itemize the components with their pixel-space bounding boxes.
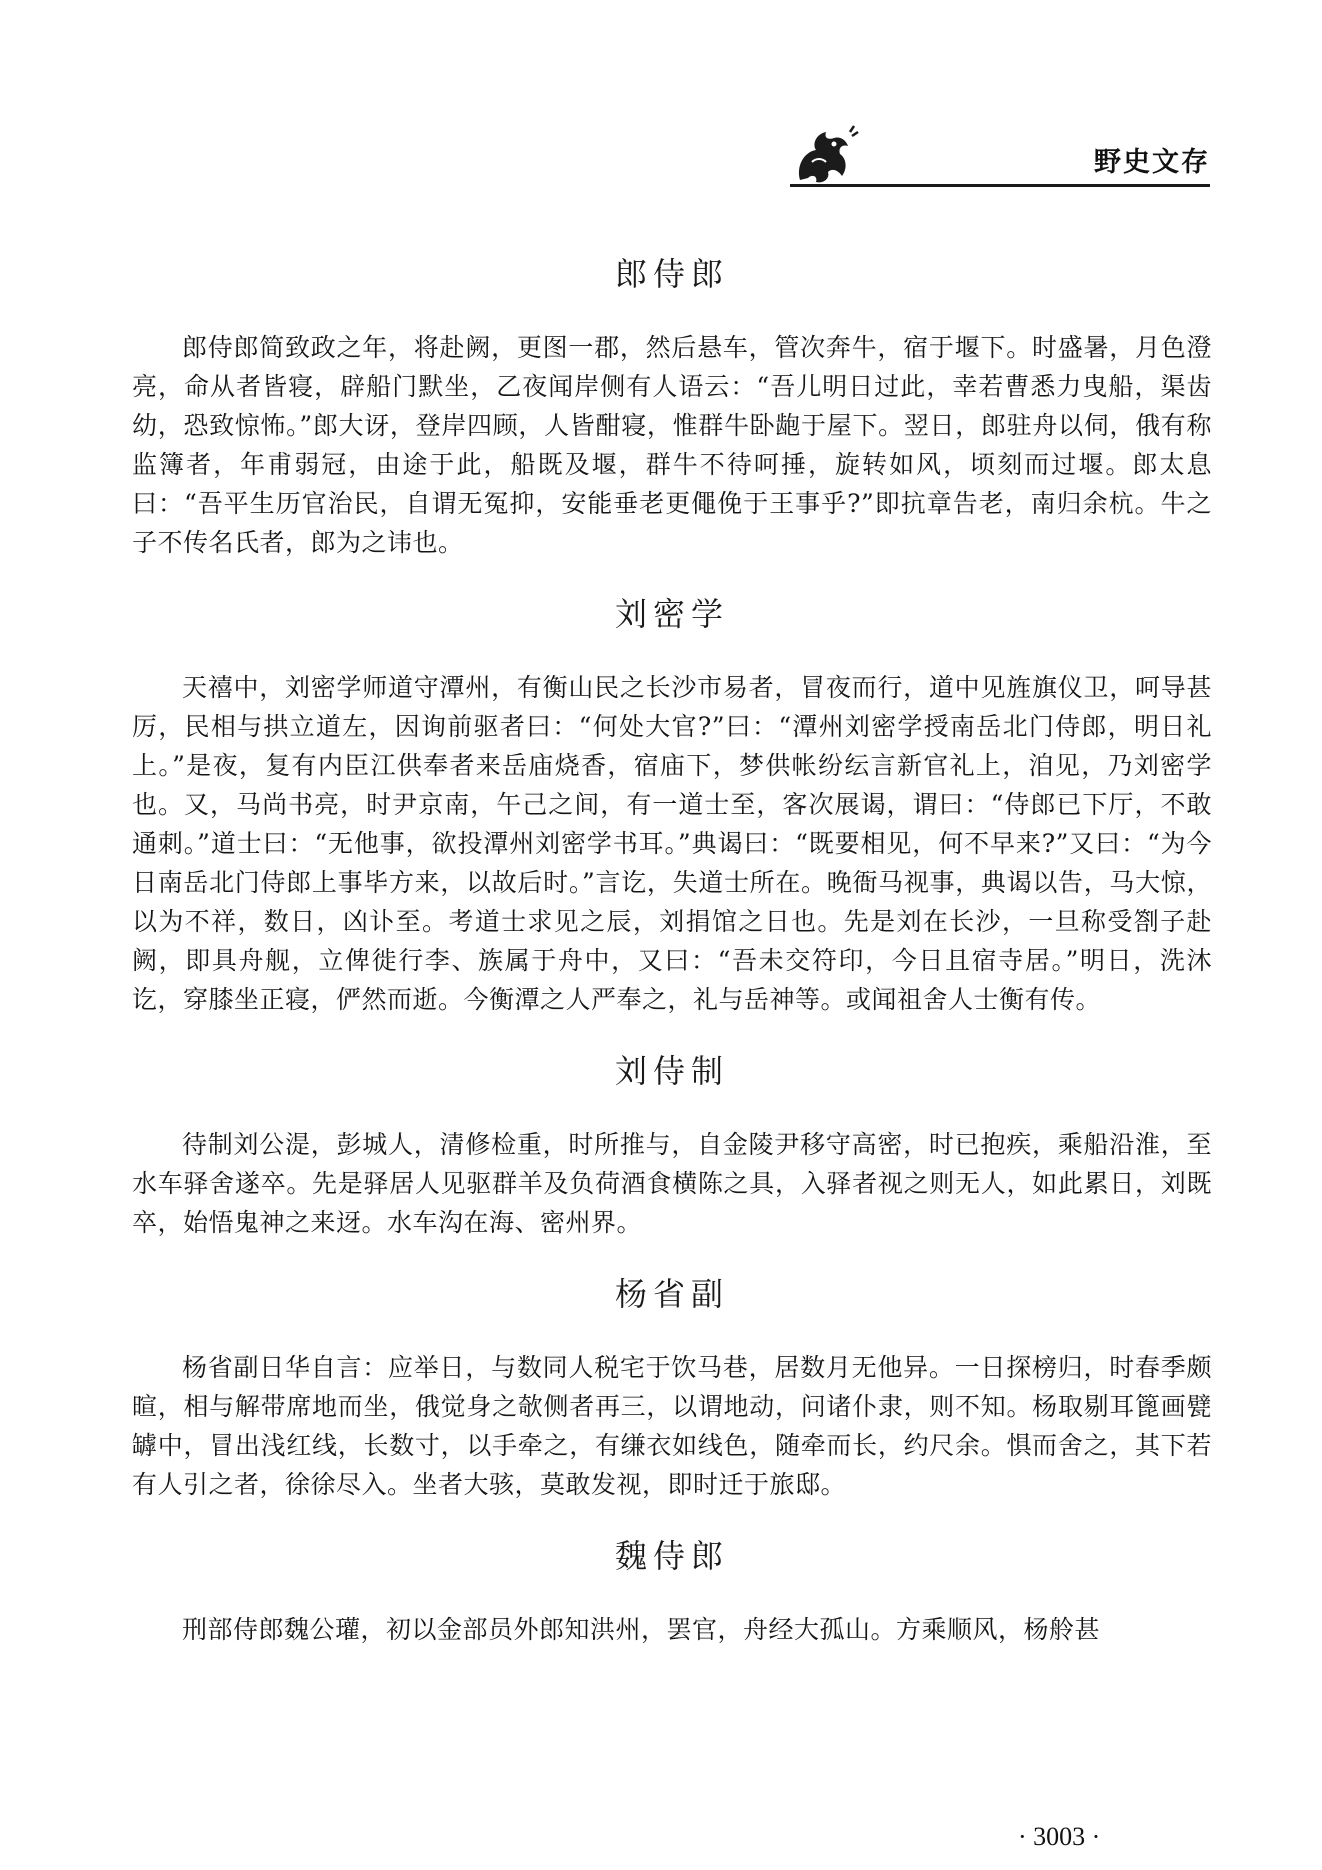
- section-text: 待制刘公湜，彭城人，清修检重，时所推与，自金陵尹移守高密，时已抱疾，乘船沿淮，至水车驿舍遂卒。先是驿居人见驱群羊及负荷酒食横陈之具，入驿者视之则无人，如此累日，刘既卒，始悟鬼神之来迓。水车沟在海、密州界。: [132, 1130, 1212, 1237]
- running-header: [790, 122, 1210, 192]
- page-body: [132, 250, 1212, 1649]
- header-title: 野史文存: [1094, 147, 1210, 178]
- section-text: 刑部侍郎魏公瓘，初以金部员外郎知洪州，罢官，舟经大孤山。方乘顺风，杨舲甚: [182, 1615, 1101, 1644]
- section-text: 天禧中，刘密学师道守潭州，有衡山民之长沙市易者，冒夜而行，道中见旌旗仪卫，呵导甚厉，民相与拱立道左，因询前驱者曰：“何处大官?”曰：“潭州刘密学授南岳北门侍郎，明日礼上。”是夜，复有内臣江供奉者来岳庙烧香，宿庙下，梦供帐纷纭言新官礼上，洎见，乃刘密学也。又，马尚书亮，时尹京南，午己之间，有一道士至，客次展谒，谓曰：“侍郎已下厅，不敢通刺。”道士曰：“无他事，欲投潭州刘密学书耳。”典谒曰：“既要相见，何不早来?”又曰：“为今日南岳北门侍郎上事毕方来，以故后时。”言讫，失道士所在。晚衙马视事，典谒以告，马大惊，以为不祥，数日，凶讣至。考道士求见之辰，刘捐馆之日也。先是刘在长沙，一旦称受劄子赴阙，即具舟舰，立俾徙行李、族属于舟中，又曰：“吾未交符印，今日且宿寺居。”明日，洗沐讫，穿膝坐正寝，俨然而逝。今衡潭之人严奉之，礼与岳神等。或闻祖舍人士衡有传。: [132, 673, 1212, 1014]
- section-title: 刘侍制: [614, 1052, 729, 1090]
- section-title: 郎侍郎: [614, 255, 729, 293]
- section-title: 魏侍郎: [614, 1537, 729, 1575]
- header-rule: [790, 184, 1210, 187]
- section-text: 郎侍郎简致政之年，将赴阙，更图一郡，然后悬车，管次奔牛，宿于堰下。时盛暑，月色澄亮，命从者皆寝，辟船门默坐，乙夜闻岸侧有人语云：“吾儿明日过此，幸若曹悉力曳船，渠齿幼，恐致惊怖。”郎大讶，登岸四顾，人皆酣寝，惟群牛卧龅于屋下。翌日，郎驻舟以伺，俄有称监簿者，年甫弱冠，由途于此，船既及堰，群牛不待呵捶，旋转如风，顷刻而过堰。郎太息曰：“吾平生历官治民，自谓无冤抑，安能垂老更僶俛于王事乎?”即抗章告老，南归余杭。牛之子不传名氏者，郎为之讳也。: [132, 333, 1212, 557]
- section-title: 刘密学: [614, 595, 729, 633]
- page-number: · 3003 ·: [1018, 1822, 1101, 1851]
- section-text: 杨省副日华自言：应举日，与数同人税宅于饮马巷，居数月无他异。一日探榜归，时春季颇暄，相与解带席地而坐，俄觉身之欹侧者再三，以谓地动，问诸仆隶，则不知。杨取剔耳篦画甓罅中，冒出浅红线，长数寸，以手牵之，有缣衣如线色，随牵而长，约尺余。惧而舍之，其下若有人引之者，徐徐尽入。坐者大骇，莫敢发视，即时迁于旅邸。: [132, 1353, 1212, 1499]
- dragon-emblem-icon: [790, 122, 860, 192]
- section-title: 杨省副: [614, 1275, 729, 1313]
